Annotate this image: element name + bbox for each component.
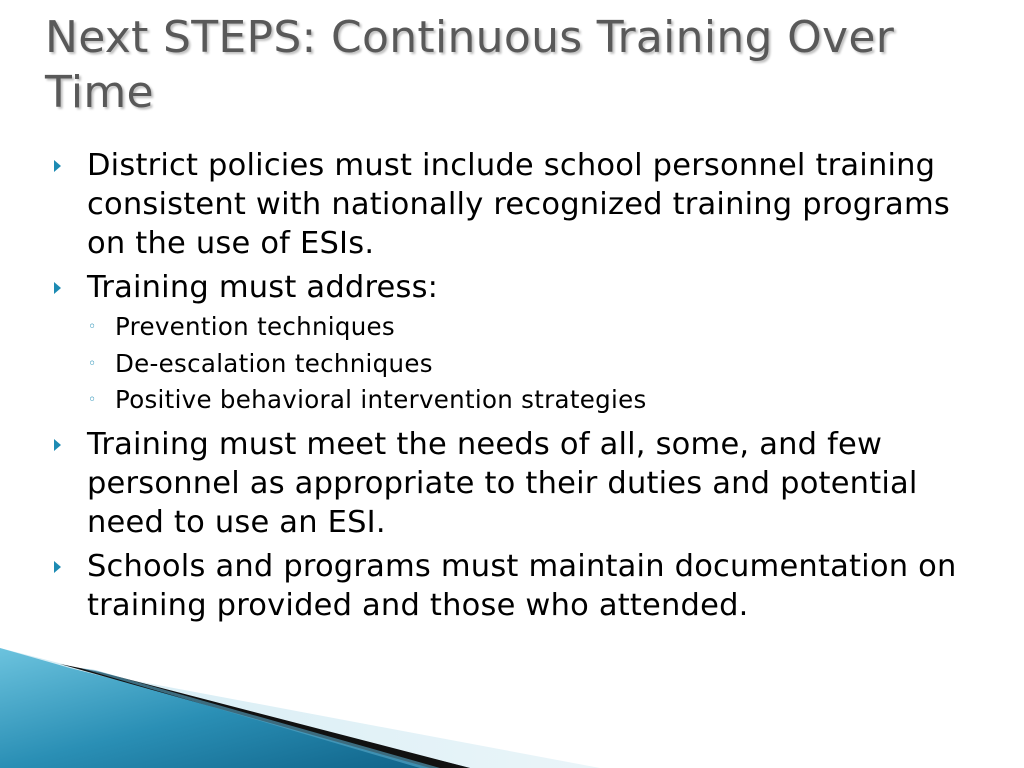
bullet-item	[52, 146, 992, 263]
bullet-text: Training must address:	[87, 270, 439, 305]
triangle-bullet-icon	[54, 561, 61, 573]
triangle-bullet-icon	[54, 282, 61, 294]
sub-bullet-text: Prevention techniques	[115, 312, 395, 341]
bullet-item	[52, 547, 992, 625]
bullet-text: Training must meet the needs of all, some, and few personnel as appropriate to their duties and potential need to use an ESI.	[87, 426, 918, 540]
circle-bullet-icon: ◦	[88, 355, 97, 372]
bullet-item	[52, 425, 992, 542]
sub-bullet-text: De-escalation techniques	[115, 348, 433, 378]
sub-bullet-item	[52, 346, 992, 383]
sub-bullet-item	[52, 382, 992, 419]
slide-title: Next STEPS: Continuous Training Over Time	[45, 12, 895, 118]
slide-content	[52, 146, 992, 630]
bullet-text: Schools and programs must maintain documentation on training provided and those who attended.	[87, 548, 957, 623]
sub-bullet-item	[52, 309, 992, 346]
bullet-item	[52, 268, 992, 307]
triangle-bullet-icon	[54, 439, 61, 451]
bullet-text: District policies must include school personnel training consistent with nationally recognized training programs on the use of ESIs.	[87, 148, 950, 261]
triangle-bullet-icon	[54, 160, 61, 172]
sub-bullet-text: Positive behavioral intervention strategies	[115, 385, 647, 414]
circle-bullet-icon: ◦	[88, 392, 97, 408]
circle-bullet-icon: ◦	[88, 319, 97, 335]
